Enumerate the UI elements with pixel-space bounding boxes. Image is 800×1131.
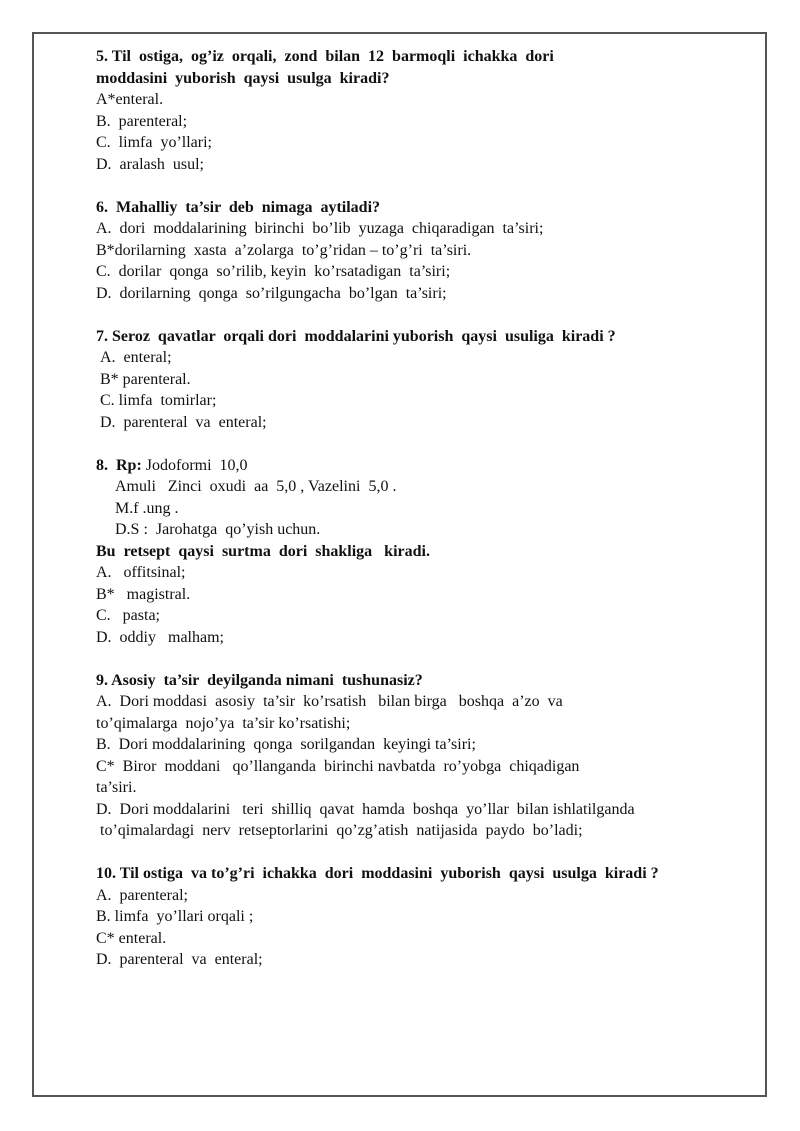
answer-line: D. parenteral va enteral; xyxy=(100,413,267,431)
answer-line: A*enteral. xyxy=(96,91,164,108)
answer-line: B* parenteral. xyxy=(100,370,191,388)
question-text: 7. Seroz qavatlar orqali dori moddalarini yuborish qaysi usuliga kiradi ? xyxy=(96,327,616,345)
answer-line: A. parenteral; xyxy=(96,886,188,904)
answer-line: D. oddiy malham; xyxy=(96,628,224,646)
answer-line: B*dorilarning xasta a’zolarga to’g’ridan – to’g’ri ta’siri. xyxy=(96,241,472,259)
answer-line: A. enteral; xyxy=(100,349,172,366)
answer-line: A. offitsinal; xyxy=(96,564,186,581)
question-text: 10. Til ostiga va to’g’ri ichakka dori moddasini yuborish qaysi usulga kiradi ? xyxy=(96,865,659,882)
answer-line: B. limfa yo’llari orqali ; xyxy=(96,908,254,925)
answer-line: to’qimalarga nojo’ya ta’sir ko’rsatishi; xyxy=(96,714,351,732)
answer-line: D. aralash usul; xyxy=(96,155,204,173)
answer-line: D. dorilarning qonga so’rilgungacha bo’lgan ta’siri; xyxy=(96,284,447,302)
question-8 xyxy=(96,455,764,649)
answer-line: C. pasta; xyxy=(96,607,160,624)
answer-line: D. parenteral va enteral; xyxy=(96,951,263,968)
question-text: 5. Til ostiga, og’iz orqali, zond bilan 12 barmoqli ichakka dori xyxy=(96,48,554,65)
answer-line: C. dorilar qonga so’rilib, keyin ko’rsatadigan ta’siri; xyxy=(96,263,451,280)
answer-line: C* enteral. xyxy=(96,929,167,947)
answer-line: C* Biror moddani qo’llanganda birinchi navbatda ro’yobga chiqadigan xyxy=(96,757,580,775)
answer-line: D.S : Jarohatga qo’yish uchun. xyxy=(115,521,321,538)
answer-line: B. parenteral; xyxy=(96,112,188,130)
question-text: 9. Asosiy ta’sir deyilganda nimani tushunasiz? xyxy=(96,671,423,689)
answer-line: to’qimalardagi nerv retseptorlarini qo’zg’atish natijasida paydo bo’ladi; xyxy=(96,822,583,839)
answer-line: Amuli Zinci oxudi aa 5,0 , Vazelini 5,0 . xyxy=(115,478,397,495)
question-6 xyxy=(96,197,764,305)
answer-line: moddasini yuborish qaysi usulga kiradi? xyxy=(96,69,390,87)
question-text: 8. Rp: Jodoformi 10,0 xyxy=(96,456,248,474)
question-text: 6. Mahalliy ta’sir deb nimaga aytiladi? xyxy=(96,198,381,216)
answer-line: B* magistral. xyxy=(96,585,191,603)
question-9 xyxy=(96,670,764,842)
answer-line: B. Dori moddalarining qonga sorilgandan keyingi ta’siri; xyxy=(96,736,476,753)
question-10 xyxy=(96,863,764,971)
answer-line: A. Dori moddasi asosiy ta’sir ko’rsatish bilan birga boshqa a’zo va xyxy=(96,693,563,710)
answer-line: C. limfa yo’llari; xyxy=(96,134,212,151)
question-7 xyxy=(96,326,764,434)
answer-line: Bu retsept qaysi surtma dori shakliga kiradi. xyxy=(96,542,430,560)
answer-line: ta’siri. xyxy=(96,779,137,796)
question-5 xyxy=(96,46,764,175)
answer-line: M.f .ung . xyxy=(115,499,179,517)
quiz-content xyxy=(96,46,764,992)
answer-line: C. limfa tomirlar; xyxy=(100,392,217,409)
answer-line: A. dori moddalarining birinchi bo’lib yuzaga chiqaradigan ta’siri; xyxy=(96,220,544,237)
answer-line: D. Dori moddalarini teri shilliq qavat hamda boshqa yo’llar bilan ishlatilganda xyxy=(96,800,635,818)
